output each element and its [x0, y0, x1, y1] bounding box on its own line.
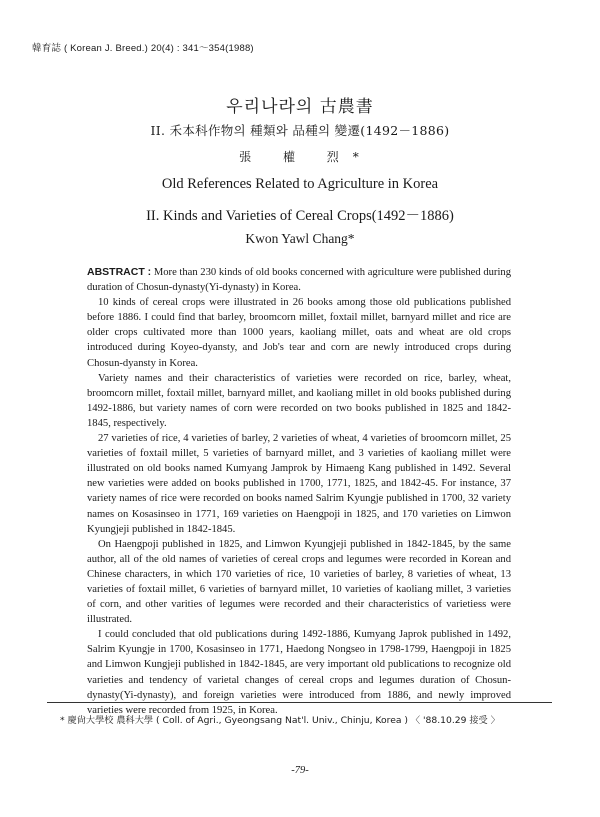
- english-subtitle: II. Kinds and Varieties of Cereal Crops(1492－1886): [146, 208, 454, 224]
- korean-title: 우리나라의 古農書: [226, 97, 374, 117]
- abstract-paragraph: On Haengpoji published in 1825, and Limwon Kyungjeji published in 1842-1845, by the same author, all of the old names of varieties of cereal crops and legumes were recorded in Korean and Chinese characters, in which 170 varieties of rice, 10 varieties of barley, 8 varieties of wheat, 13 varieties of foxtail millet, 6 varieties of barnyard millet, 10 varieties of kaoliang millet, 3 varieties of corn, and other varities of legumes were recorded and their characteristics of varietiess were illustrated.: [87, 538, 511, 626]
- page-number: -79-: [291, 765, 309, 776]
- abstract: [87, 265, 511, 718]
- abstract-paragraph: Variety names and their characteristics of varieties were recorded on rice, barley, wheat, broomcorn millet, foxtail millet, barnyard millet, and kaoliang millet in old books published during 1492-1886, but variety names of corn were recorded on two books published in 1825 and 1842-1845, respectively.: [87, 372, 511, 429]
- author-affiliation-footnote: * 慶尙大學校 農科大學 ( Coll. of Agri., Gyeongsang Nat'l. Univ., Chinju, Korea ) 〈 '88.10.29 接受 〉: [60, 715, 500, 726]
- english-author: Kwon Yawl Chang*: [245, 231, 355, 246]
- abstract-paragraph: 10 kinds of cereal crops were illustrated in 26 books among those old publications published before 1886. I could find that barley, broomcorn millet, foxtail millet, barnyard millet and rice are older crops cultivated more than 1000 years, kaoliang millet, oats and wheat are old crops introduced during Koyeo-dyansty, and Job's tear and corn are newly introduced crops during Chosun-dyansty in Korea.: [87, 297, 511, 369]
- korean-subtitle: II. 禾本科作物의 種類와 品種의 變遷(1492－1886): [150, 123, 450, 138]
- abstract-paragraph: [87, 265, 511, 295]
- footnote-divider: [47, 702, 552, 703]
- abstract-label: ABSTRACT :: [87, 266, 152, 278]
- abstract-paragraph: 27 varieties of rice, 4 varieties of barley, 2 varieties of wheat, 4 varieties of broomcorn millet, 25 varieties of foxtail millet, 5 varieties of barnyard millet, and 3 varieties of kaoliang millet were illustrated on old books named Kumyang Jamprok by Himaeng Kang published in 1492. Several new varieties were added on books published in 1700, 1771, 1825, and 1842-45. For instance, 37 variety names of rice were recorded on books named Salrim Kyungje published in 1700, 32 variety names on Kosasinseo in 1771, 169 varieties on Haengpoji in 1825, and 170 varieties on Limwon Kyungjeji published in 1842-1845.: [87, 433, 511, 535]
- korean-author: 張 權 烈*: [239, 150, 373, 164]
- abstract-paragraph-text: More than 230 kinds of old books concerned with agriculture were published during duration of Chosun-dynasty(Yi-dynasty) in Korea.: [87, 267, 511, 294]
- journal-reference: 韓育誌 ( Korean J. Breed.) 20(4) : 341～354(1988): [32, 43, 254, 54]
- abstract-paragraph: I could concluded that old publications during 1492-1886, Kumyang Japrok published in 1492, Salrim Kyungje in 1700, Kosasinseo in 1771, Haedong Nongseo in 1798-1799, Haengpoji in 1825 and Limwon Kungjeji published in 1842-1845, are very important old publications to recognize old varieties and tendency of varietal changes of cereal crops and legumes duration of Chosun-dynasty(Yi-dynasty), and foreign varieties were introduced from 1886, and newly improved varieties were recorded from 1925, in Korea.: [87, 629, 511, 716]
- english-title: Old References Related to Agriculture in Korea: [161, 176, 439, 192]
